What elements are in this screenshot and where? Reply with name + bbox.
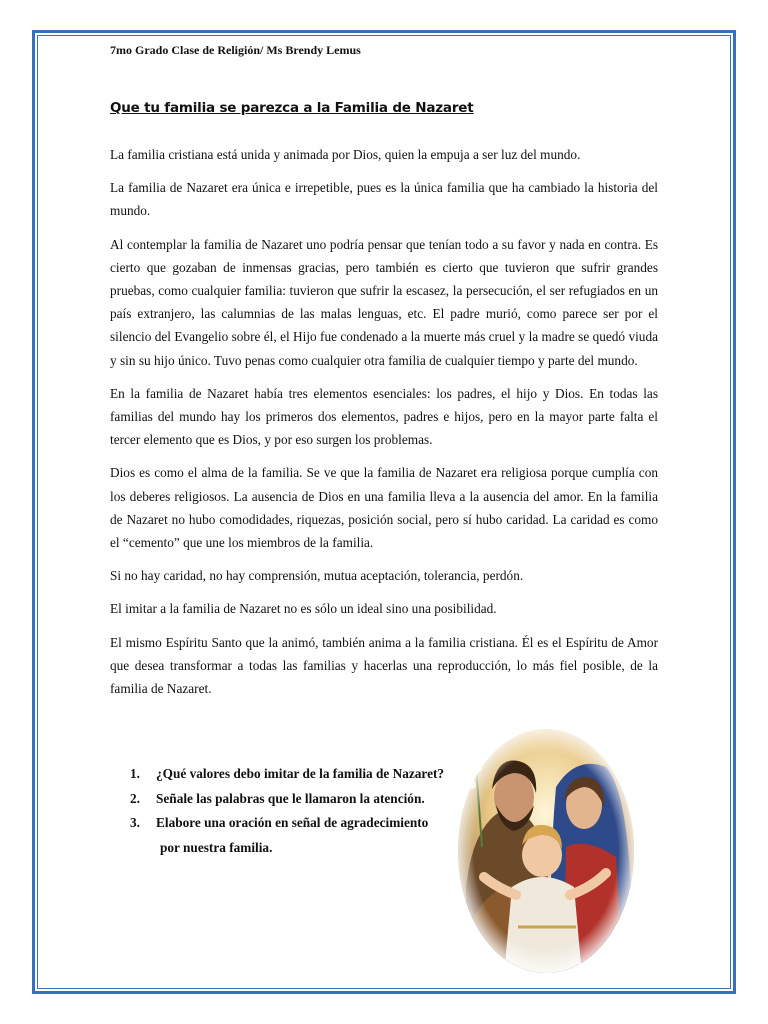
question-text: Señale las palabras que le llamaron la atención. <box>156 790 425 806</box>
paragraph: El imitar a la familia de Nazaret no es sólo un ideal sino una posibilidad. <box>110 601 497 617</box>
question-text-continued: por nuestra familia. <box>160 839 273 855</box>
question-text: ¿Qué valores debo imitar de la familia de Nazaret? <box>156 766 445 781</box>
question-list <box>130 762 490 860</box>
paragraph: En la familia de Nazaret había tres elementos esenciales: los padres, el hijo y Dios. En todas las familias del mundo hay los primeros dos elementos, padres e hijos, pero en la mayor parte falta el tercer elemento que es Dios, y por eso surgen los problemas. <box>110 385 658 448</box>
question-item <box>130 787 490 812</box>
question-number: 3. <box>130 815 140 830</box>
paragraph: La familia de Nazaret era única e irrepetible, pues es la única familia que ha cambiado la historia del mundo. <box>110 180 658 219</box>
document-header: 7mo Grado Clase de Religión/ Ms Brendy Lemus <box>110 43 361 57</box>
question-number: 1. <box>130 766 140 781</box>
question-text: Elabore una oración en señal de agradecimiento <box>156 815 429 830</box>
question-item <box>130 811 490 860</box>
paragraph: Si no hay caridad, no hay comprensión, mutua aceptación, tolerancia, perdón. <box>110 568 524 584</box>
paragraph: La familia cristiana está unida y animada por Dios, quien la empuja a ser luz del mundo. <box>110 147 581 162</box>
paragraph: Dios es como el alma de la familia. Se ve que la familia de Nazaret era religiosa porque cumplía con los deberes religiosos. La ausencia de Dios en una familia lleva a la ausencia del amor. En la familia de Nazaret no hubo comodidades, riquezas, posición social, pero sí hubo caridad. La caridad es como el “cemento” que une los miembros de la familia. <box>110 465 658 551</box>
document-title: Que tu familia se parezca a la Familia de Nazaret <box>110 100 474 116</box>
paragraph: Al contemplar la familia de Nazaret uno podría pensar que tenían todo a su favor y nada en contra. Es cierto que gozaban de inmensas gracias, pero también es cierto que tuvieron que sufrir grandes pruebas, como cualquier familia: tuvieron que sufrir la escasez, la persecución, el ser refugiados en un país extranjero, las calumnias de las malas lenguas, etc. El padre murió, como parece ser por el silencio del Evangelio sobre él, el Hijo fue condenado a la muerte más cruel y la madre se quedó viuda y sin su hijo único. Tuvo penas como cualquier otra familia de cualquier tiempo y parte del mundo. <box>110 236 658 368</box>
paragraph: El mismo Espíritu Santo que la animó, también anima a la familia cristiana. Él es el Espíritu de Amor que desea transformar a todas las familias y hacerlas una reproducción, lo más fiel posible, de la familia de Nazaret. <box>110 634 658 697</box>
document-body <box>110 143 658 710</box>
question-item <box>130 762 490 787</box>
question-number: 2. <box>130 790 140 806</box>
holy-family-portrait <box>456 727 636 975</box>
